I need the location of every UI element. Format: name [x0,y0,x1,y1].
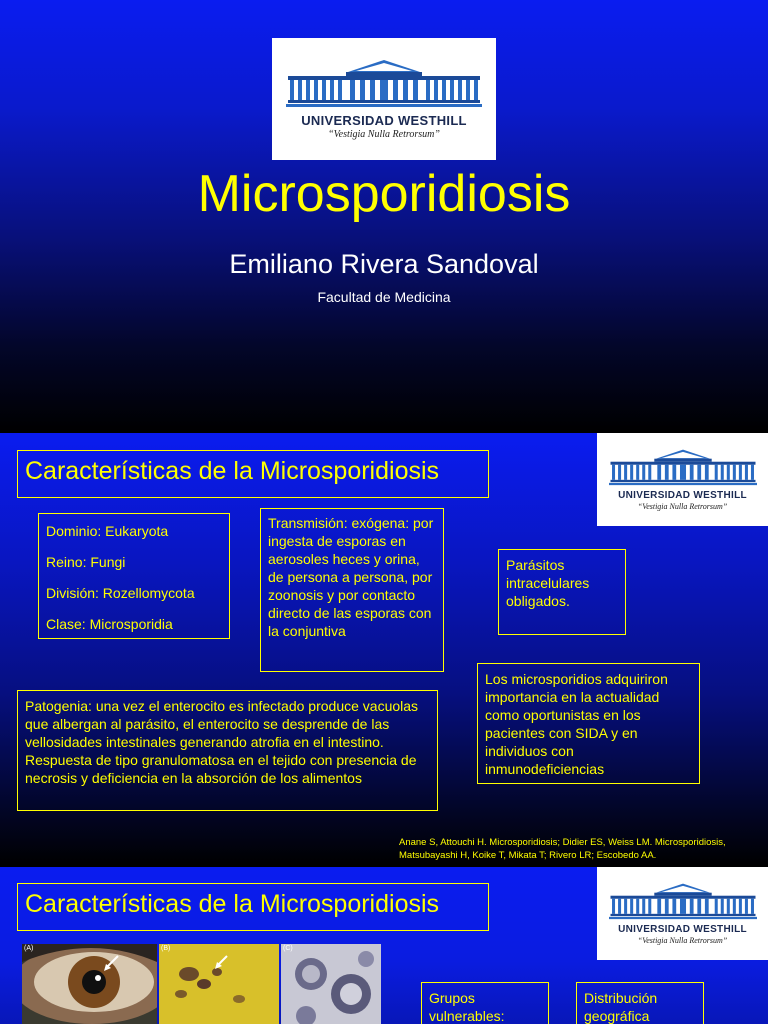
presentation-title: Microsporidiosis [197,165,571,223]
references-line-2: Matsubayashi H, Koike T, Mikata T; Rivero LR; Escobedo AA. [399,850,657,861]
faculty-name: Facultad de Medicina [317,289,451,305]
slide-title: Características de la Microsporidiosis [17,883,489,931]
university-logo [597,433,768,526]
transmission-box: Transmisión: exógena: por ingesta de esporas en aerosoles heces y orina, de persona a persona, por zoonosis y por contacto directo de las esporas con la conjuntiva [260,508,444,672]
university-motto: “Vestigia Nulla Retrorsum” [637,936,728,945]
university-building-icon [286,58,482,108]
taxonomy-class: Clase: Microsporidia [46,616,173,632]
title-slide [0,0,768,432]
university-motto: “Vestigia Nulla Retrorsum” [637,502,728,511]
university-motto: “Vestigia Nulla Retrorsum” [328,129,440,140]
eye-photo [22,944,157,1024]
vulnerable-groups-box: Grupos vulnerables: [421,982,549,1024]
photo-label-c: (C) [283,945,293,952]
references-line-1: Anane S, Attouchi H. Microsporidiosis; Didier ES, Weiss LM. Microsporidiosis, [399,837,726,848]
photo-label-b: (B) [161,945,171,952]
author-name: Emiliano Rivera Sandoval [229,249,539,279]
university-name: UNIVERSIDAD WESTHILL [618,924,747,935]
taxonomy-kingdom: Reino: Fungi [46,554,126,570]
characteristics-slide-2 [0,866,768,1024]
university-name: UNIVERSIDAD WESTHILL [618,490,747,501]
taxonomy-box [38,513,230,639]
histology-photo [281,944,381,1024]
stain-photo [159,944,279,1024]
parasites-box: Parásitos intracelulares obligados. [498,549,626,635]
university-logo [272,38,496,160]
pathogenesis-box: Patogenia: una vez el enterocito es infectado produce vacuolas que albergan al parásito, el enterocito se desprende de las vellosidades intestinales generando atrofia en el intestino. Respuesta de tipo granulomatosa en el tejido con presencia de necrosis y deficiencia en la absorción de los alimentos [17,690,438,811]
references [399,836,767,862]
university-logo [597,867,768,960]
university-name: UNIVERSIDAD WESTHILL [301,113,467,128]
importance-box: Los microsporidios adquiriron importancia en la actualidad como oportunistas en los pacientes con SIDA y en individuos con inmunodeficiencias [477,663,700,784]
university-building-icon [609,448,757,486]
taxonomy-division: División: Rozellomycota [46,585,195,601]
slide-title: Características de la Microsporidiosis [17,450,489,498]
university-building-icon [609,882,757,920]
geographic-distribution-box: Distribución geográfica [576,982,704,1024]
taxonomy-domain: Dominio: Eukaryota [46,523,169,539]
characteristics-slide [0,432,768,866]
photo-label-a: (A) [24,945,34,952]
